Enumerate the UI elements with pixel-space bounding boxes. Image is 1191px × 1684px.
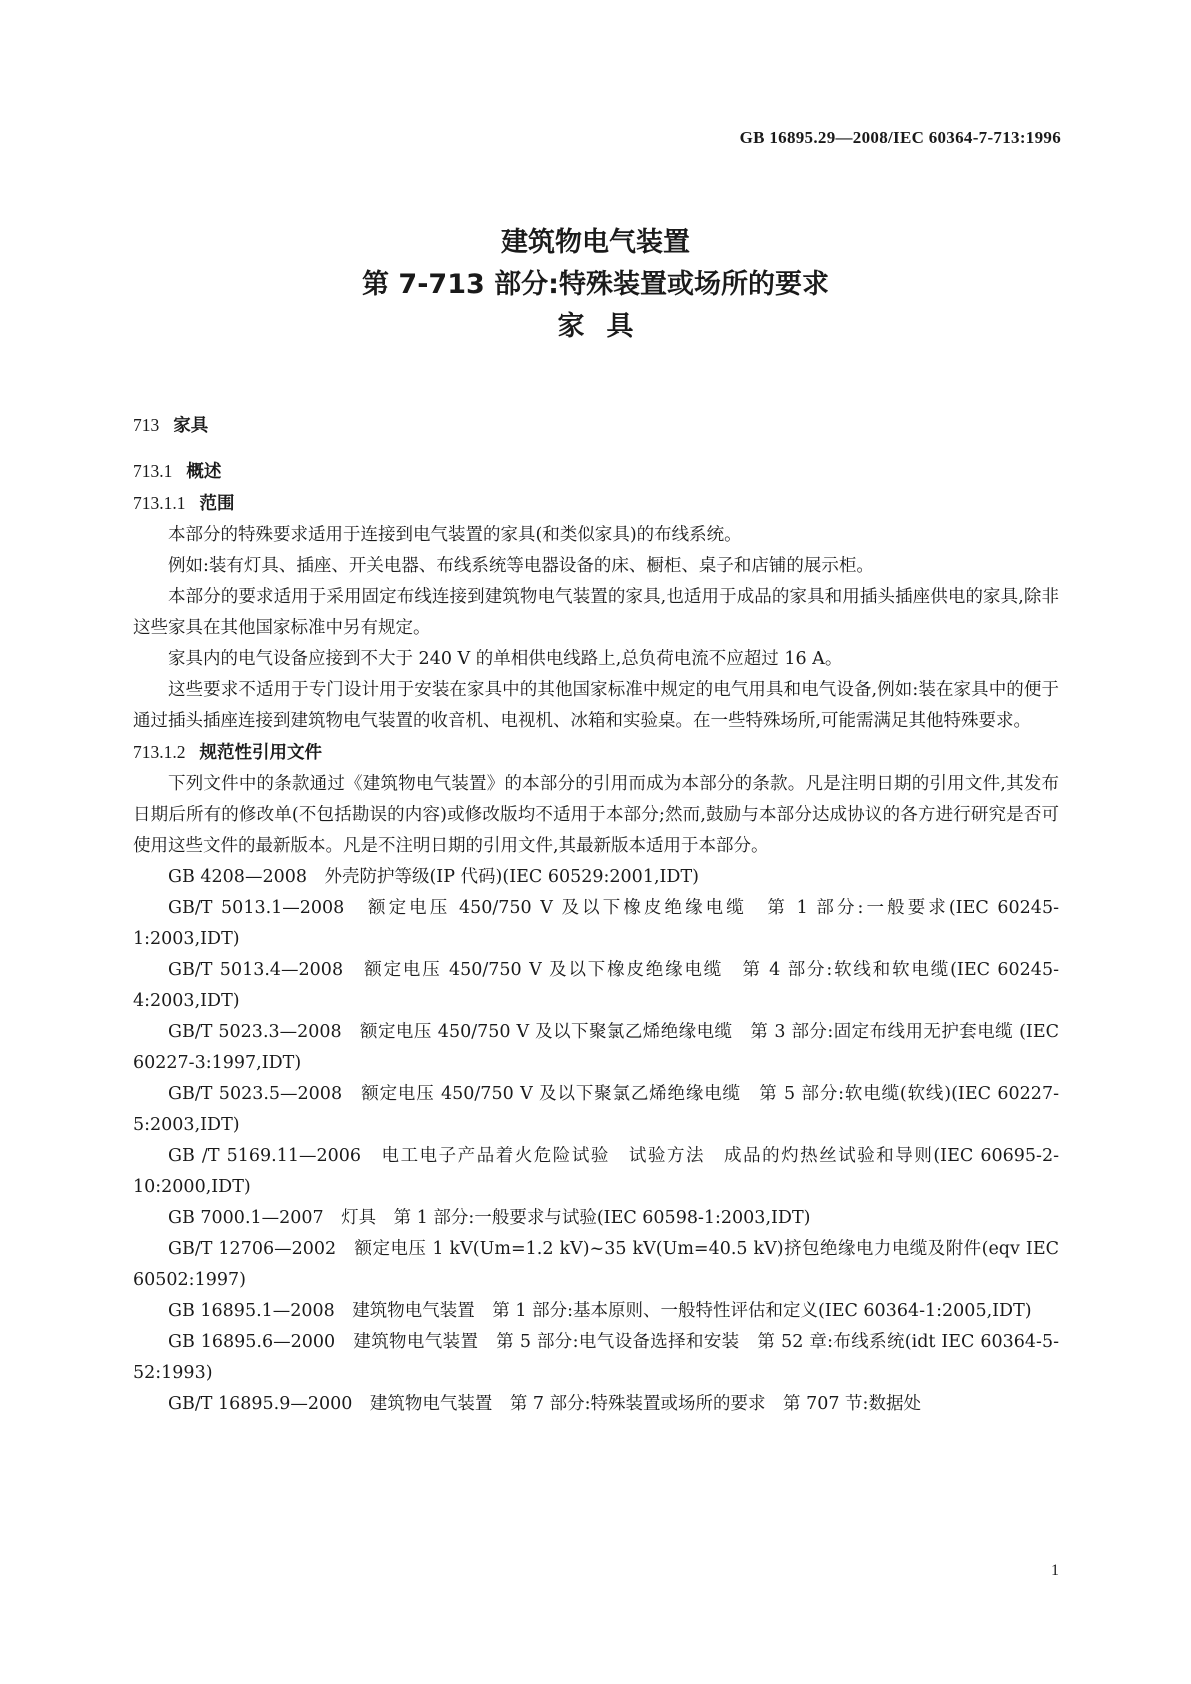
standard-code: GB 16895.29—2008/IEC 60364-7-713:1996 <box>739 128 1061 147</box>
title-line-3: 家具 <box>557 311 656 342</box>
section-title: 规范性引用文件 <box>199 743 322 763</box>
section-number: 713.1.1 <box>133 493 186 513</box>
normative-intro: 下列文件中的条款通过《建筑物电气装置》的本部分的引用而成为本部分的条款。凡是注明日期的引用文件,其发布日期后所有的修改单(不包括勘误的内容)或修改版均不适用于本部分;然而,鼓励与本部分达成协议的各方进行研究是否可使用这些文件的最新版本。凡是不注明日期的引用文件,其最新版本适用于本部分。 <box>133 774 1059 856</box>
reference-item: GB/T 16895.9—2000 建筑物电气装置 第 7 部分:特殊装置或场所的要求 第 707 节:数据处 <box>168 1394 921 1414</box>
section-title: 概述 <box>186 462 222 482</box>
section-heading-713-1 <box>133 456 1059 488</box>
section-title: 家具 <box>173 416 209 436</box>
scope-paragraph: 例如:装有灯具、插座、开关电器、布线系统等电器设备的床、橱柜、桌子和店铺的展示柜。 <box>168 556 874 576</box>
reference-item: GB 16895.1—2008 建筑物电气装置 第 1 部分:基本原则、一般特性评估和定义(IEC 60364-1:2005,IDT) <box>168 1301 1032 1321</box>
reference-item: GB 4208—2008 外壳防护等级(IP 代码)(IEC 60529:2001,IDT) <box>168 867 699 887</box>
section-number: 713.1.2 <box>133 742 186 762</box>
section-heading-713 <box>133 410 1059 442</box>
reference-item: GB /T 5169.11—2006 电工电子产品着火危险试验 试验方法 成品的灼热丝试验和导则(IEC 60695-2-10:2000,IDT) <box>133 1146 1059 1197</box>
section-heading-713-1-2 <box>133 737 1059 769</box>
section-heading-713-1-1 <box>133 488 1059 520</box>
document-title <box>0 222 1191 348</box>
reference-item: GB/T 12706—2002 额定电压 1 kV(Um=1.2 kV)~35 kV(Um=40.5 kV)挤包绝缘电力电缆及附件(eqv IEC 60502:1997) <box>133 1239 1059 1290</box>
scope-paragraph: 这些要求不适用于专门设计用于安装在家具中的其他国家标准中规定的电气用具和电气设备,例如:装在家具中的便于通过插头插座连接到建筑物电气装置的收音机、电视机、冰箱和实验桌。在一些特殊场所,可能需满足其他特殊要求。 <box>133 680 1059 731</box>
reference-item: GB 7000.1—2007 灯具 第 1 部分:一般要求与试验(IEC 60598-1:2003,IDT) <box>168 1208 811 1228</box>
section-number: 713.1 <box>133 461 173 481</box>
scope-paragraph: 本部分的要求适用于采用固定布线连接到建筑物电气装置的家具,也适用于成品的家具和用插头插座供电的家具,除非这些家具在其他国家标准中另有规定。 <box>133 587 1059 638</box>
title-line-2: 第 7-713 部分:特殊装置或场所的要求 <box>362 269 829 300</box>
reference-item: GB/T 5013.4—2008 额定电压 450/750 V 及以下橡皮绝缘电缆 第 4 部分:软线和软电缆(IEC 60245-4:2003,IDT) <box>133 960 1059 1011</box>
reference-item: GB/T 5023.5—2008 额定电压 450/750 V 及以下聚氯乙烯绝缘电缆 第 5 部分:软电缆(软线)(IEC 60227-5:2003,IDT) <box>133 1084 1059 1135</box>
reference-item: GB 16895.6—2000 建筑物电气装置 第 5 部分:电气设备选择和安装 第 52 章:布线系统(idt IEC 60364-5-52:1993) <box>133 1332 1059 1383</box>
reference-item: GB/T 5023.3—2008 额定电压 450/750 V 及以下聚氯乙烯绝缘电缆 第 3 部分:固定布线用无护套电缆 (IEC 60227-3:1997,IDT) <box>133 1022 1059 1073</box>
title-line-1: 建筑物电气装置 <box>501 227 690 258</box>
scope-paragraph: 本部分的特殊要求适用于连接到电气装置的家具(和类似家具)的布线系统。 <box>168 525 742 545</box>
reference-item: GB/T 5013.1—2008 额定电压 450/750 V 及以下橡皮绝缘电缆 第 1 部分:一般要求(IEC 60245-1:2003,IDT) <box>133 898 1059 949</box>
page-number: 1 <box>1051 1562 1059 1579</box>
section-number: 713 <box>133 415 160 435</box>
main-content <box>133 410 1059 1420</box>
scope-paragraph: 家具内的电气设备应接到不大于 240 V 的单相供电线路上,总负荷电流不应超过 16 A。 <box>168 649 843 669</box>
section-title: 范围 <box>199 494 235 514</box>
